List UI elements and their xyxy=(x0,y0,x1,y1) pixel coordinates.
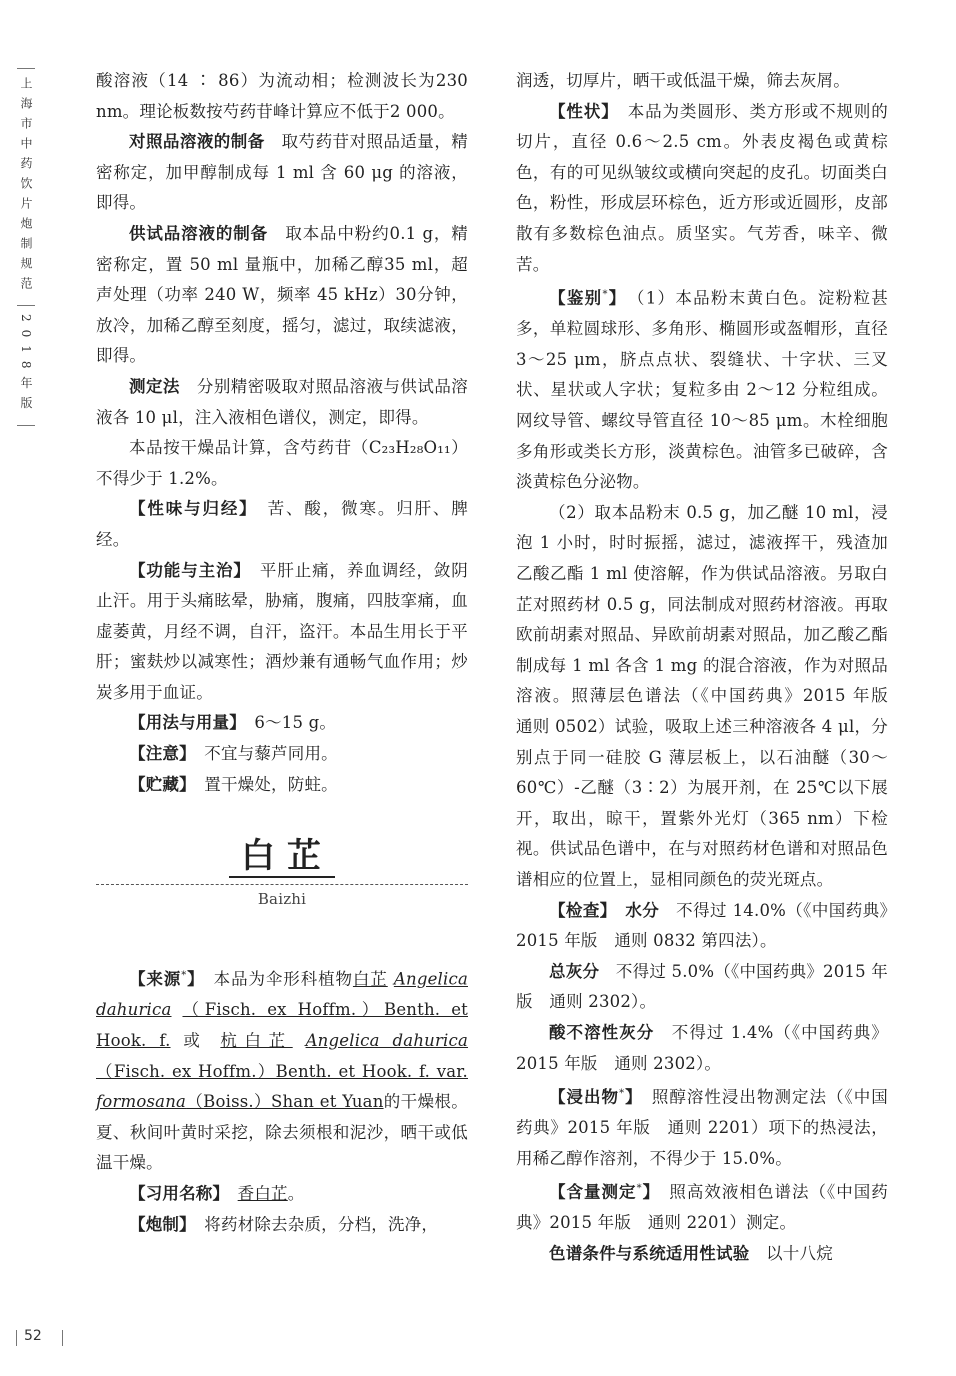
paragraph xyxy=(96,219,468,372)
paragraph-text: 或 xyxy=(170,1030,221,1050)
paragraph-text: 分别精密吸取对照品溶液与供试品溶液各 10 μl，注入液相色谱仪，测定，即得。 xyxy=(96,376,468,427)
asterisk-mark: * xyxy=(619,1088,625,1100)
paragraph xyxy=(96,127,468,219)
section-heading-close: 】 xyxy=(641,1182,652,1202)
paragraph xyxy=(96,372,468,433)
right-column xyxy=(516,66,905,1270)
section-heading: 测定法 xyxy=(129,376,180,396)
paragraph: 润透，切厚片，晒干或低温干燥，筛去灰屑。 xyxy=(516,71,850,90)
sidebar-rule-top xyxy=(17,68,35,69)
section-heading: 【贮藏】 xyxy=(129,774,188,794)
paragraph-text: 将药材除去杂质，分档，洗净， xyxy=(187,1214,439,1234)
paragraph-text: 6～15 g。 xyxy=(237,713,337,733)
paragraph-text: 不得过 14.0%（《中国药典》2015 年版 通则 0832 第四法）。 xyxy=(516,900,888,951)
subsection-heading: 水分 xyxy=(608,900,660,920)
section-heading-close: 】 xyxy=(186,969,197,989)
paragraph xyxy=(96,961,468,1179)
paragraph-text: 苦、酸，微寒。归肝、脾经。 xyxy=(96,499,468,549)
left-column xyxy=(96,66,468,1240)
latin-name: Angelica dahurica xyxy=(305,1030,469,1050)
asterisk-mark: * xyxy=(602,289,608,301)
paragraph xyxy=(96,770,468,801)
section-heading: 【来源 xyxy=(129,969,182,989)
paragraph-text: 以十八烷 xyxy=(749,1244,833,1264)
section-heading: 【注意】 xyxy=(129,744,188,764)
title-divider xyxy=(96,884,468,885)
common-name: 香白芷 xyxy=(237,1183,288,1203)
paragraph-text: 照醇溶性浸出物测定法（《中国药典》2015 年版 通则 2201）项下的热浸法，用稀乙醇作溶剂，不得少于 15.0%。 xyxy=(516,1087,888,1168)
section-heading: 对照品溶液的制备 xyxy=(129,132,265,152)
plant-name: 杭白芷 xyxy=(220,1030,293,1050)
paragraph-text: 的干燥根。夏、秋间叶黄时采挖，除去须根和泥沙，晒干或低温干燥。 xyxy=(96,1092,468,1173)
paragraph xyxy=(516,280,888,498)
sidebar-edition: 2018年版 xyxy=(19,314,33,417)
section-heading: 【性状】 xyxy=(549,101,611,121)
paragraph-text: 取本品中粉约0.1 g，精密称定，置 50 ml 量瓶中，加稀乙醇35 ml，超声处理（功率 240 W，频率 45 kHz）30分钟，放冷，加稀乙醇至刻度，摇匀，滤过，取续滤液，即得。 xyxy=(96,223,468,366)
asterisk-mark: * xyxy=(181,970,187,982)
paragraph xyxy=(96,1179,468,1210)
page-number-rule-right xyxy=(62,1330,63,1346)
subsection-heading: 酸不溶性灰分 xyxy=(549,1022,655,1042)
section-heading: 【鉴别 xyxy=(549,288,603,308)
subsection-heading: 色谱条件与系统适用性试验 xyxy=(549,1244,750,1264)
monograph-pinyin: Baizhi xyxy=(257,890,307,909)
asterisk-mark: * xyxy=(636,1183,642,1195)
sidebar-book-title: 上海市中药饮片炮制规范 xyxy=(19,77,33,297)
section-heading: 【检查】 xyxy=(549,900,609,920)
plant-name: 白芷 xyxy=(352,969,388,989)
latin-name: Angelica dahurica xyxy=(96,969,468,1020)
paragraph xyxy=(516,896,888,957)
latin-author: （Fisch. ex Hoffm.）Benth. et Hook. f. xyxy=(96,1000,468,1050)
paragraph xyxy=(96,1210,468,1241)
latin-author: （Fisch. ex Hoffm.）Benth. et Hook. f. var. xyxy=(96,1061,468,1081)
sidebar-rule-bottom xyxy=(17,425,35,426)
paragraph-text: （1）本品粉末黄白色。淀粉粒甚多，单粒圆球形、多角形、椭圆形或盔帽形，直径 3～25 μm，脐点点状、裂缝状、十字状、三叉状、星状或人字状；复粒多由 2～12 分粒组成。网纹导管、螺纹导管直径 10～85 μm。木栓细胞多角形或类长方形，淡黄棕色。油管多已破碎，含淡黄棕色分泌物。 xyxy=(516,288,889,492)
paragraph xyxy=(516,1174,888,1239)
paragraph: 本品按干燥品计算，含芍药苷（C₂₃H₂₈O₁₁）不得少于 1.2%。 xyxy=(96,438,468,488)
paragraph xyxy=(96,494,468,555)
monograph-title-block xyxy=(96,836,468,909)
paragraph-text: 置干燥处，防蛀。 xyxy=(187,774,338,794)
paragraph-text: 不得过 5.0%（《中国药典》2015 年版 通则 2302）。 xyxy=(516,961,888,1012)
section-heading: 【用法与用量】 xyxy=(129,713,238,733)
paragraph xyxy=(516,1239,888,1270)
section-heading: 【浸出物 xyxy=(549,1087,620,1107)
paragraph-text: 本品为伞形科植物 xyxy=(196,969,353,989)
section-heading: 【炮制】 xyxy=(129,1214,188,1234)
paragraph xyxy=(516,97,888,281)
section-heading: 供试品溶液的制备 xyxy=(129,223,268,243)
paragraph-text: 照高效液相色谱法（《中国药典》2015 年版 通则 2201）测定。 xyxy=(516,1182,888,1233)
latin-name: formosana xyxy=(96,1092,187,1112)
paragraph xyxy=(516,1018,888,1079)
paragraph-text: 不宜与藜芦同用。 xyxy=(187,744,338,764)
monograph-title: 白芷 xyxy=(229,836,335,878)
paragraph: （2）取本品粉末 0.5 g，加乙醚 10 ml，浸泡 1 小时，时时振摇，滤过，滤液挥干，残渣加乙酸乙酯 1 ml 使溶解，作为供试品溶液。另取白芷对照药材 0.5 g，同法制成对照药材溶液。再取欧前胡素对照品、异欧前胡素对照品，加乙酸乙酯制成每 1 ml 各含 1 mg 的混合溶液，作为对照品溶液。照薄层色谱法（《中国药典》2015 年版 通则 0502）试验，吸取上述三种溶液各 4 μl，分别点于同一硅胶 G 薄层板上，以石油醚（30～60℃）-乙醚（3∶2）为展开剂，在 25℃以下展开，取出，晾干，置紫外光灯（365 nm）下检视。供试品色谱中，在与对照药材色谱和对照品色谱相应的位置上，显相同颜色的荧光斑点。 xyxy=(516,502,905,889)
latin-author: （Boiss.）Shan et Yuan xyxy=(186,1092,384,1112)
section-heading: 【习用名称】 xyxy=(129,1183,221,1203)
paragraph xyxy=(516,957,888,1018)
paragraph xyxy=(516,1079,888,1174)
section-heading: 【功能与主治】 xyxy=(129,560,243,580)
running-sidebar xyxy=(14,68,38,426)
paragraph xyxy=(96,739,468,770)
paragraph: 酸溶液（14 ∶ 86）为流动相；检测波长为230 nm。理论板数按芍药苷峰计算应不低于2 000。 xyxy=(96,71,468,121)
section-heading: 【含量测定 xyxy=(549,1182,637,1202)
paragraph-text: 取芍药苷对照品适量，精密称定，加甲醇制成每 1 ml 含 60 μg 的溶液，即得。 xyxy=(96,132,468,213)
paragraph-text: 不得过 1.4%（《中国药典》2015 年版 通则 2302）。 xyxy=(516,1022,888,1073)
sidebar-rule-mid xyxy=(17,305,35,306)
paragraph xyxy=(96,556,468,709)
subsection-heading: 总灰分 xyxy=(549,961,600,981)
page-number-rule-left xyxy=(16,1330,17,1346)
paragraph-text: 本品为类圆形、类方形或不规则的切片，直径 0.6～2.5 cm。外表皮褐色或黄棕色，有的可见纵皱纹或横向突起的皮孔。切面类白色，粉性，形成层环棕色，近方形或近圆形，皮部散有多数棕色油点。质坚实。气芳香，味辛、微苦。 xyxy=(516,101,888,274)
section-heading-close: 】 xyxy=(624,1087,635,1107)
page-number: 52 xyxy=(24,1328,42,1344)
section-heading-close: 】 xyxy=(607,288,619,308)
section-heading: 【性味与归经】 xyxy=(129,499,250,519)
paragraph xyxy=(96,708,468,739)
paragraph-text: 。 xyxy=(287,1183,305,1203)
paragraph-text: 平肝止痛，养血调经，敛阴止汗。用于头痛眩晕，胁痛，腹痛，四肢挛痛，血虚萎黄，月经不调，自汗，盗汗。本品生用长于平肝；蜜麸炒以减寒性；酒炒兼有通畅气血作用；炒炭多用于血证。 xyxy=(96,560,468,702)
